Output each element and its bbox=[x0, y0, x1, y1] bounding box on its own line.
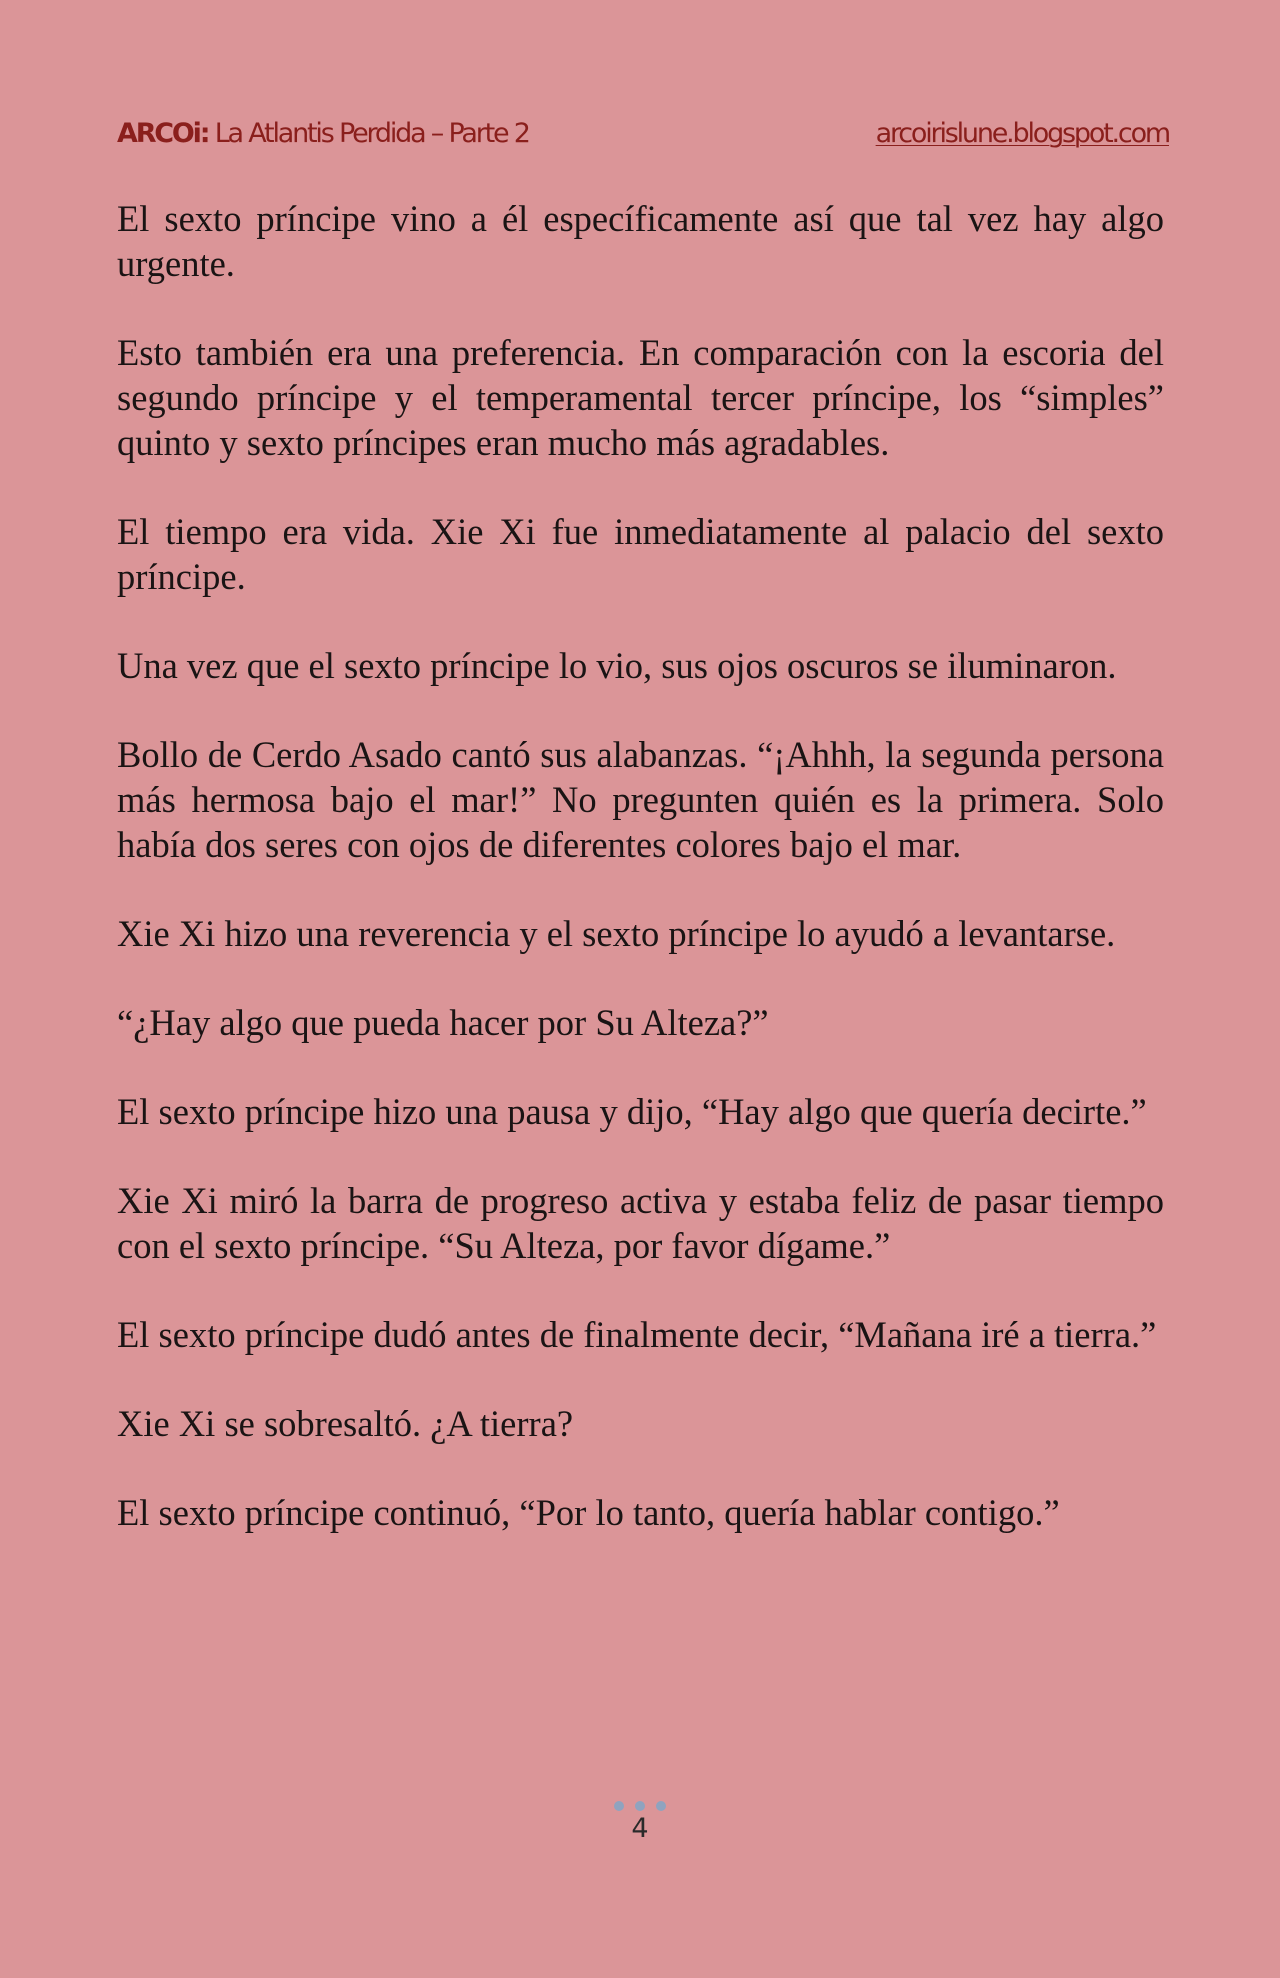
ornament-dots-icon bbox=[0, 1799, 1280, 1813]
dot-icon bbox=[635, 1801, 645, 1811]
paragraph: Bollo de Cerdo Asado cantó sus alabanzas. “¡Ahhh, la segunda persona más hermosa bajo el mar!” No pregunten quién es la primera. Solo había dos seres con ojos de diferentes colores bajo el mar. bbox=[117, 734, 1164, 865]
page-footer bbox=[0, 1799, 1280, 1844]
paragraph: “¿Hay algo que pueda hacer por Su Alteza?” bbox=[117, 1002, 769, 1043]
page-number: 4 bbox=[631, 1813, 649, 1844]
book-title bbox=[117, 118, 529, 149]
paragraph: El tiempo era vida. Xie Xi fue inmediatamente al palacio del sexto príncipe. bbox=[117, 511, 1164, 597]
body-text bbox=[117, 196, 1164, 1579]
paragraph: Xie Xi se sobresaltó. ¿A tierra? bbox=[117, 1403, 574, 1444]
paragraph: Xie Xi miró la barra de progreso activa y estaba feliz de pasar tiempo con el sexto príncipe. “Su Alteza, por favor dígame.” bbox=[117, 1180, 1164, 1266]
paragraph: El sexto príncipe vino a él específicamente así que tal vez hay algo urgente. bbox=[117, 198, 1164, 284]
paragraph: Xie Xi hizo una reverencia y el sexto príncipe lo ayudó a levantarse. bbox=[117, 913, 1116, 954]
series-name: ARCOi: bbox=[117, 118, 209, 149]
paragraph: El sexto príncipe continuó, “Por lo tanto, quería hablar contigo.” bbox=[117, 1492, 1060, 1533]
blog-url: arcoirislune.blogspot.com bbox=[875, 118, 1169, 149]
chapter-title: La Atlantis Perdida – Parte 2 bbox=[208, 118, 529, 149]
dot-icon bbox=[614, 1801, 624, 1811]
paragraph: Esto también era una preferencia. En comparación con la escoria del segundo príncipe y el temperamental tercer príncipe, los “simples” quinto y sexto príncipes eran mucho más agradables. bbox=[117, 332, 1164, 463]
paragraph: El sexto príncipe dudó antes de finalmente decir, “Mañana iré a tierra.” bbox=[117, 1314, 1157, 1355]
dot-icon bbox=[656, 1801, 666, 1811]
paragraph: El sexto príncipe hizo una pausa y dijo, “Hay algo que quería decirte.” bbox=[117, 1091, 1147, 1132]
page-header bbox=[117, 118, 1169, 149]
paragraph: Una vez que el sexto príncipe lo vio, sus ojos oscuros se iluminaron. bbox=[117, 645, 1117, 686]
